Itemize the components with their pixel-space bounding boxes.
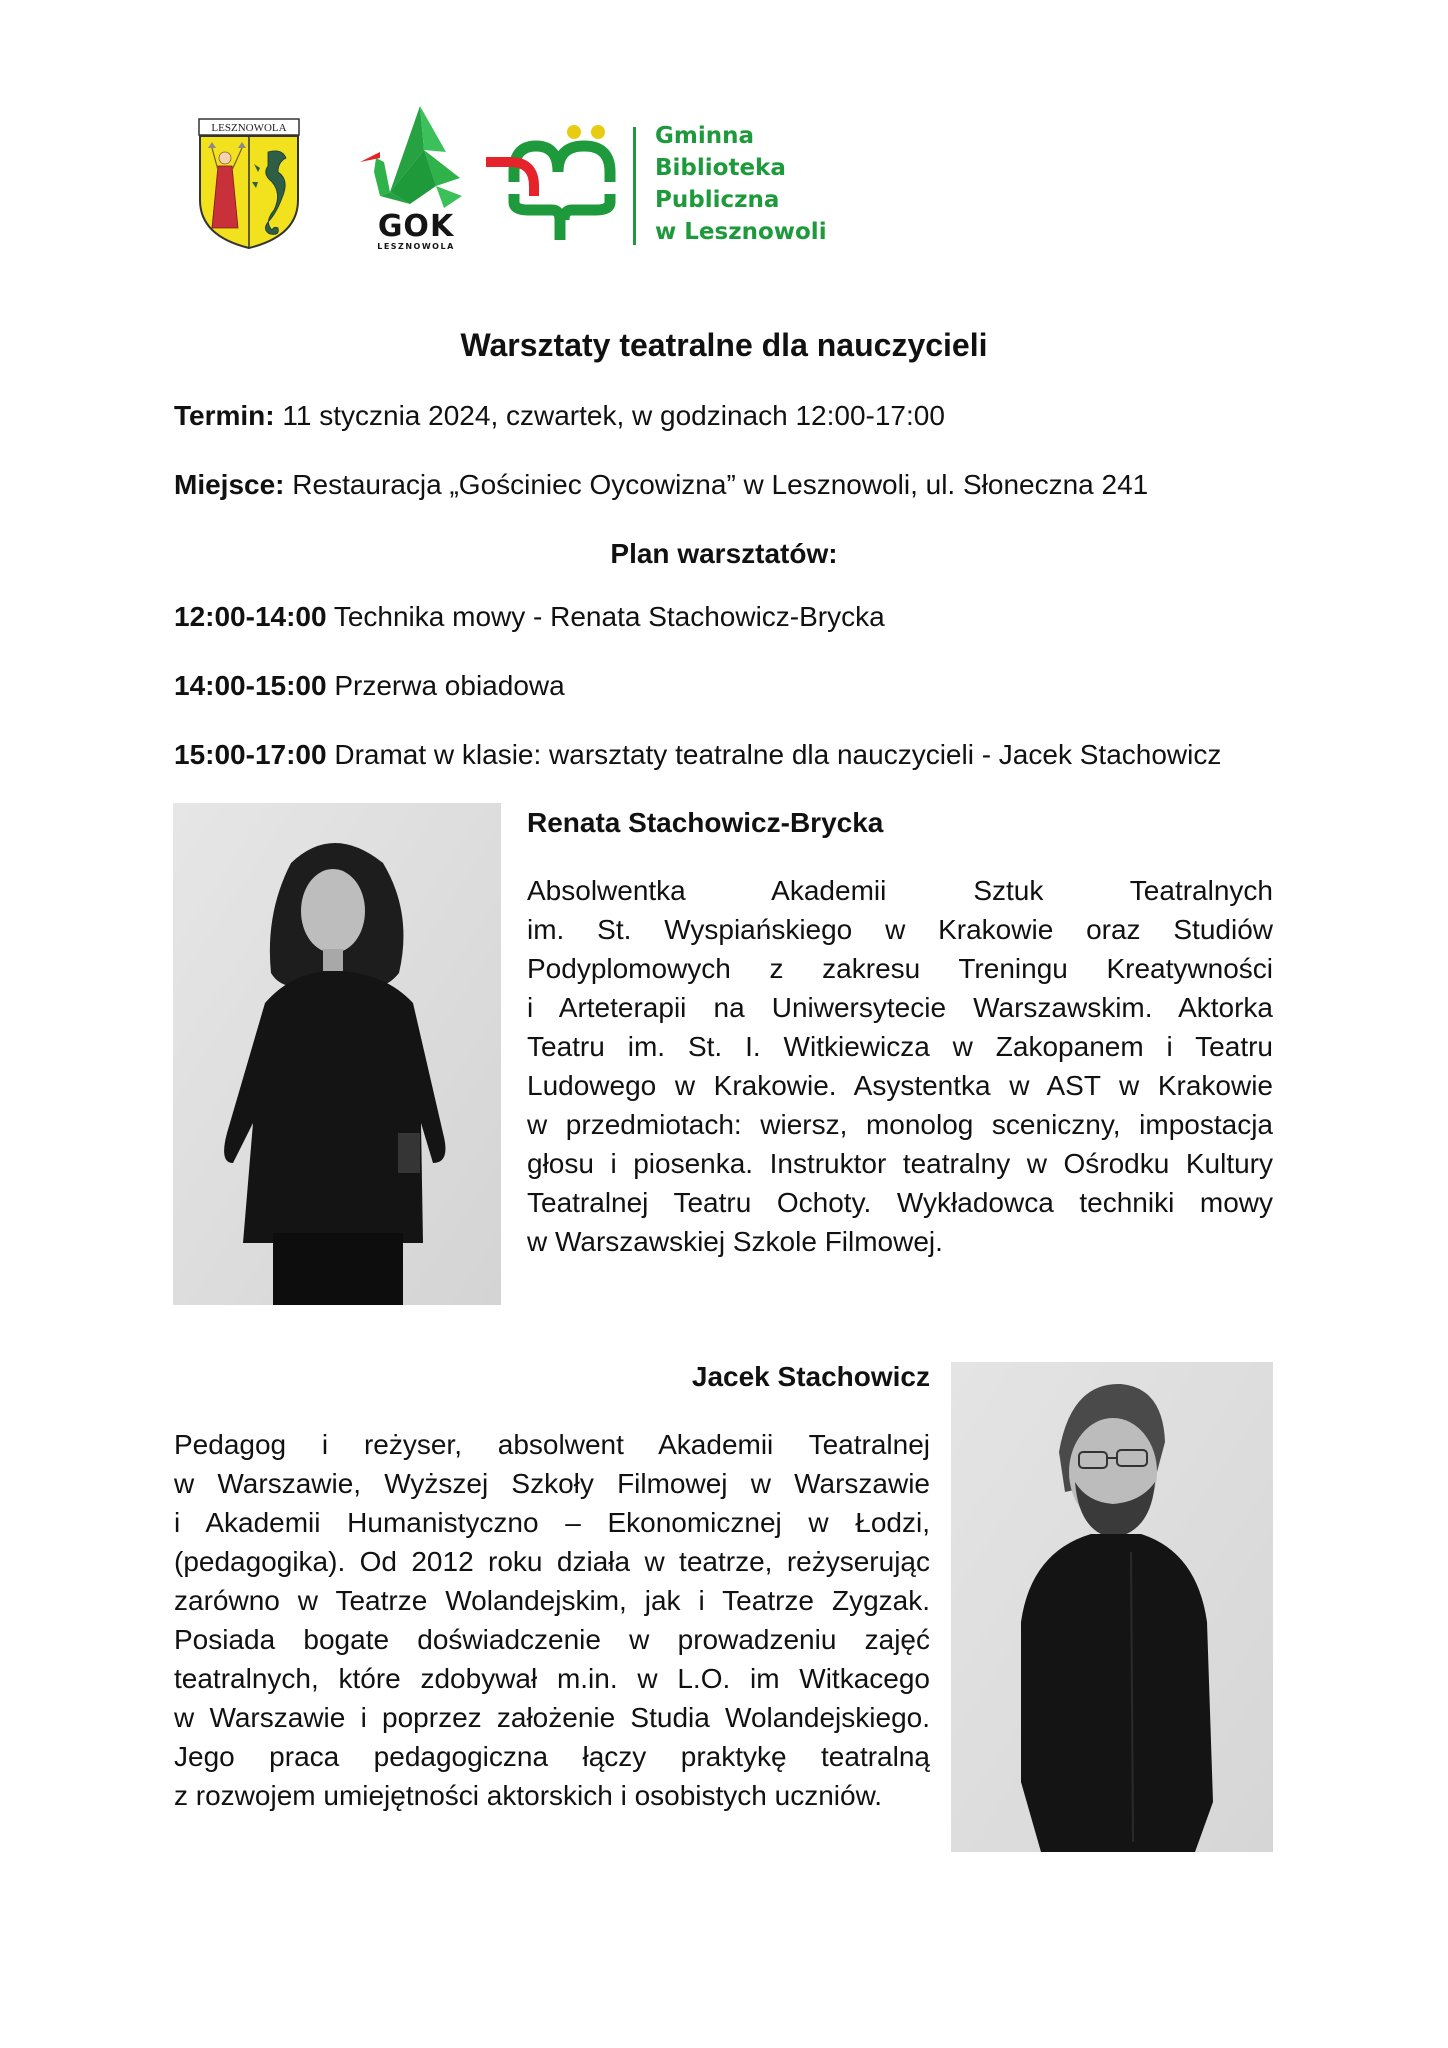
library-logo-divider [633,127,636,245]
library-name [655,120,827,248]
library-name-line: Biblioteka [655,155,786,181]
portrait-man-icon [951,1362,1273,1852]
bio-line: głosu i piosenka. Instruktor teatralny w Ośrodku Kultury [527,1148,1273,1179]
plan-item-desc: Technika mowy - Renata Stachowicz-Brycka [326,601,885,632]
plan-item [174,668,565,704]
library-book-tree-icon [484,124,622,242]
library-name-line: Publiczna [655,187,780,213]
bio-line: Ludowego w Krakowie. Asystentka w AST w Krakowie [527,1070,1273,1101]
bio-line: Podyplomowych z zakresu Treningu Kreatywności [527,953,1273,984]
bio-line: w Warszawie, Wyższej Szkoły Filmowej w Warszawie [174,1468,930,1499]
crest-label: LESZNOWOLA [211,122,287,134]
speaker-photo-renata [173,803,501,1305]
plan-item-desc: Dramat w klasie: warsztaty teatralne dla nauczycieli - Jacek Stachowicz [326,739,1222,770]
bio-line: Absolwentka Akademii Sztuk Teatralnych [527,875,1273,906]
plan-item-time: 15:00-17:00 [174,739,327,770]
library-name-line: w Lesznowoli [655,219,827,245]
bio-line: zarówno w Teatrze Wolandejskim, jak i Teatrze Zygzak. [174,1585,930,1616]
bio-line: im. St. Wyspiańskiego w Krakowie oraz Studiów [527,914,1273,945]
bio-line: w Warszawskiej Szkole Filmowej. [527,1226,943,1257]
event-date [174,398,945,434]
origami-dragon-icon [350,100,468,212]
event-date-value: 11 stycznia 2024, czwartek, w godzinach 12:00-17:00 [274,400,945,431]
speaker-name: Renata Stachowicz-Brycka [527,807,884,838]
event-place-value: Restauracja „Gościniec Oycowizna” w Lesznowoli, ul. Słoneczna 241 [284,469,1149,500]
speaker-photo-jacek [951,1362,1273,1852]
bio-line: Pedagog i reżyser, absolwent Akademii Teatralnej [174,1429,930,1460]
plan-item [174,737,1221,773]
bio-line: i Akademii Humanistyczno – Ekonomicznej w Łodzi, [174,1507,930,1538]
speaker-name: Jacek Stachowicz [691,1361,930,1392]
bio-line: Teatru im. St. I. Witkiewicza w Zakopanem i Teatru [527,1031,1273,1062]
plan-heading: Plan warsztatów: [610,538,838,569]
bio-line: w Warszawie i poprzez założenie Studia Wolandejskiego. [174,1702,930,1733]
plan-item [174,599,885,635]
bio-line: i Arteterapii na Uniwersytecie Warszawskim. Aktorka [527,992,1273,1023]
gok-wordmark: GOK [377,209,455,244]
library-name-line: Gminna [655,123,754,149]
bio-line: Jego praca pedagogiczna łączy praktykę teatralną [174,1741,930,1772]
event-place-label: Miejsce: [174,469,285,500]
bio-line: z rozwojem umiejętności aktorskich i osobistych uczniów. [174,1780,883,1811]
leszno-wola-crest-logo [198,118,300,250]
event-place [174,467,1148,503]
event-date-label: Termin: [174,400,275,431]
plan-item-time: 12:00-14:00 [174,601,327,632]
speaker-bio [527,871,1273,1261]
gok-subtitle: LESZNOWOLA [377,242,455,251]
bio-line: (pedagogika). Od 2012 roku działa w teatrze, reżyserując [174,1546,930,1577]
portrait-woman-icon [173,803,501,1305]
gok-lesznowola-logo [350,100,468,252]
bio-line: Teatralnej Teatru Ochoty. Wykładowca techniki mowy [527,1187,1273,1218]
speaker-bio [174,1425,930,1815]
bio-line: w przedmiotach: wiersz, monolog sceniczny, impostacja [527,1109,1273,1140]
crest-icon [198,118,300,250]
page-title: Warsztaty teatralne dla nauczycieli [460,327,988,363]
plan-item-time: 14:00-15:00 [174,670,327,701]
plan-item-desc: Przerwa obiadowa [326,670,565,701]
bio-line: teatralnych, które zdobywał m.in. w L.O. im Witkacego [174,1663,930,1694]
bio-line: Posiada bogate doświadczenie w prowadzeniu zajęć [174,1624,930,1655]
